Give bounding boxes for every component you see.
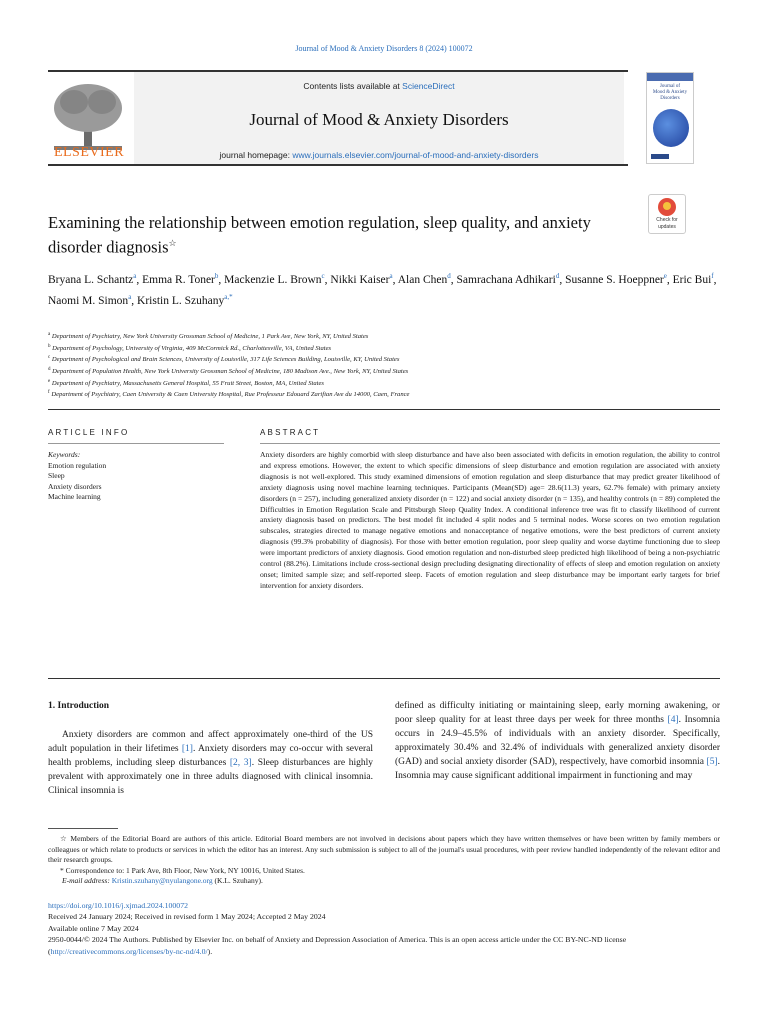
footnote-rule [48, 828, 118, 829]
author-affiliation-mark[interactable]: a [133, 272, 137, 280]
license-text-end: ). [207, 946, 213, 956]
elsevier-wordmark: ELSEVIER [53, 145, 125, 160]
contents-line [134, 81, 624, 91]
cover-title-line-3: Disorders [660, 96, 680, 101]
article-title-text: Examining the relationship between emotion regulation, sleep quality, and anxiety disorder diagnosis [48, 213, 591, 257]
affiliation-mark: b [48, 343, 51, 349]
author-name[interactable] [398, 274, 451, 286]
cover-title-line-2: Mood & Anxiety [652, 90, 688, 95]
intro-text: . Insomnia may cause significant additional impairment in functioning and may [395, 756, 720, 781]
available-online: Available online 7 May 2024 [48, 923, 139, 933]
affiliation-text: Department of Population Health, New York University Grossman School of Medicine, 180 Madison Ave., New York, NY, United States [52, 368, 409, 376]
author-affiliation-mark[interactable]: e [663, 272, 667, 280]
intro-text: . Insomnia occurs in 24.9–45.5% of individuals with an anxiety disorder. Specifically, approximately 30.4% and 32.4% of individuals with generalized anxiety disorder (GAD) and social anxiety disorder (SAD), respectively, have comorbid insomnia [395, 714, 720, 767]
author-affiliation-mark[interactable]: d [447, 272, 451, 280]
affiliation-mark: d [48, 367, 51, 373]
affiliation-mark: e [48, 378, 51, 384]
license-statement [48, 934, 720, 957]
crossmark-label-2: updates [658, 224, 676, 230]
editorial-board-footnote: ☆ Members of the Editorial Board are authors of this article. Editorial Board members are not involved in decisions about papers which they have written themselves or have been written by family members or colleagues or which relate to products or services in which the editor has an interest. Any such submission is subject to all of the journal's usual procedures, with peer review handled independently of the relevant editor and their research groups. [48, 834, 720, 865]
homepage-prefix: journal homepage: [219, 150, 293, 160]
title-footnote-mark[interactable]: ☆ [168, 238, 177, 248]
intro-text: Anxiety disorders are common and affect approximately one-third of the US adult population in their lifetimes [48, 729, 373, 754]
author-affiliation-mark[interactable]: d [555, 272, 560, 280]
intro-paragraph-continued [395, 700, 720, 783]
author-name[interactable] [457, 274, 560, 286]
license-text: 2950-0044/© 2024 The Authors. Published by Elsevier Inc. on behalf of Anxiety and Depression Association of America. This is an open access article under the CC BY-NC-ND license ( [48, 935, 627, 956]
affiliation-item [48, 353, 728, 365]
author-name[interactable] [673, 274, 714, 286]
keyword-item: Sleep [48, 471, 65, 480]
author-email-link[interactable]: Kristin.szuhany@nyulangone.org [111, 876, 213, 886]
check-for-updates-button[interactable] [648, 194, 686, 234]
affiliation-item [48, 365, 728, 377]
journal-title: Journal of Mood & Anxiety Disorders [249, 110, 509, 129]
reference-link[interactable]: [4] [667, 714, 679, 725]
author-name-text: Eric Bui [672, 273, 712, 286]
running-head[interactable]: Journal of Mood & Anxiety Disorders 8 (2024) 100072 [295, 44, 473, 53]
article-info-rule [48, 443, 224, 444]
masthead-center [134, 72, 624, 164]
author-affiliation-mark[interactable]: f [711, 272, 714, 280]
affiliation-text: Department of Psychiatry, New York University Grossman School of Medicine, 1 Park Ave, New York, NY, United States [51, 333, 369, 341]
section-divider [48, 409, 720, 410]
footnotes [48, 834, 720, 887]
intro-text: . Sleep disturbances are highly prevalent with approximately one in three adults diagnosed with clinical insomnia. Clinical insomnia is [48, 757, 374, 796]
received-dates: Received 24 January 2024; Received in revised form 1 May 2024; Accepted 2 May 2024 [48, 912, 326, 922]
keyword-item: Anxiety disorders [48, 481, 102, 491]
sciencedirect-link[interactable]: ScienceDirect [402, 81, 455, 91]
abstract-heading: ABSTRACT [260, 428, 321, 437]
abstract-text: Anxiety disorders are highly comorbid with sleep disturbance and have also been associated with deficits in emotion regulation, the ability to control and express emotions. However, the extent to which specific dimensions of sleep disturbance and emotion regulation are associated with anxiety diagnosis is not well-explored. This study examined dimensions of emotion regulation and sleep disturbance that may predict greater likelihood of anxiety diagnosis using novel machine learning techniques. Participants (Mean(SD) age= 28.6(11.3) years, 62.7% female) with primary anxiety disorders (n = 257), including generalized anxiety disorder (n = 122) and social anxiety disorder (n = 135), and healthy controls (n = 89) completed the Difficulties in Emotion Regulation Scale and Pittsburgh Sleep Quality Index. A conditional inference tree was fit to classify likelihood of current anxiety diagnosis based on predictors. The best model fit included 4 split nodes and 5 terminal nodes. Worse scores on two emotion regulation subscales, strategies directed to manage negative emotions and nonacceptance of negative emotions, were the best predictors of current anxiety diagnosis (99.3% probability of diagnosis). For those with better emotion regulation, poor sleep quality and worse daytime functioning due to sleep were important predictors of anxiety diagnosis. Good emotion regulation and non-disturbed sleep predicted high likelihood of being a non-psychiatric control (88.2%). Limitations include cross-sectional design precluding designating directionality of effects of sleep and emotion regulation on anxiety onset; limited sample size; and self-reported sleep. Facets of emotion regulation and sleep disturbance may be important early targets for brief intervention for anxiety disorders. [260, 450, 720, 590]
author-name[interactable] [142, 274, 218, 286]
affiliation-text: Department of Psychiatry, Caen University & Caen University Hospital, Rue Professeur Edouard Zarifian Ave du 14000, Caen, France [51, 391, 410, 399]
author-name-text: Bryana L. Schantz [48, 273, 134, 286]
author-name[interactable] [224, 274, 325, 286]
affiliation-item [48, 330, 728, 342]
email-suffix: (K.L. Szuhany). [212, 876, 263, 886]
journal-masthead [48, 70, 628, 166]
body-column-left [48, 700, 373, 798]
affiliation-mark: f [48, 390, 50, 396]
homepage-line [134, 150, 624, 160]
author-name-text: Naomi M. Simon [48, 294, 129, 307]
author-name-text: Emma R. Toner [142, 273, 215, 286]
author-name-text: Alan Chen [397, 273, 448, 286]
reference-link[interactable]: [1] [181, 743, 193, 754]
cover-title-line-1: Journal of [659, 84, 681, 89]
intro-text: . Anxiety disorders may co-occur with several health problems, including sleep disturbances [48, 743, 374, 768]
author-name-text: Samrachana Adhikari [456, 273, 556, 286]
author-affiliation-mark[interactable]: a [389, 272, 393, 280]
author-affiliation-mark[interactable]: b [214, 272, 219, 280]
brain-illustration [653, 109, 689, 147]
contents-prefix: Contents lists available at [303, 81, 403, 91]
cover-logo-mark [651, 154, 669, 159]
section-heading-introduction: 1. Introduction [48, 701, 110, 711]
affiliation-list [48, 330, 728, 400]
affiliation-item [48, 342, 728, 354]
journal-homepage-link[interactable]: www.journals.elsevier.com/journal-of-mood-and-anxiety-disorders [292, 150, 539, 160]
publication-info [48, 900, 720, 957]
article-title [48, 212, 638, 258]
correspondence-footnote: * Correspondence to: 1 Park Ave, 8th Floor, New York, NY 10016, United States. [60, 865, 305, 875]
author-name[interactable] [137, 292, 233, 307]
journal-cover-thumbnail[interactable] [646, 72, 694, 164]
keyword-item: Machine learning [48, 492, 101, 501]
cover-title [647, 84, 693, 102]
keywords-label: Keywords: [48, 450, 81, 459]
reference-link[interactable]: [5] [706, 756, 718, 767]
author-name-text: Susanne S. Hoeppner [565, 273, 664, 286]
intro-text: defined as difficulty initiating or maintaining sleep, early morning awakening, or poor sleep quality for at least three days per week for three months [395, 701, 720, 725]
keywords-block [48, 450, 224, 503]
author-name-text: Mackenzie L. Brown [224, 273, 322, 286]
abstract-rule [260, 443, 720, 444]
author-affiliation-mark[interactable]: a,* [224, 292, 233, 301]
intro-paragraph [48, 729, 373, 799]
author-name[interactable] [565, 274, 667, 286]
author-name[interactable] [330, 274, 392, 286]
affiliation-mark: a [48, 332, 51, 337]
cover-top-band [647, 73, 693, 81]
reference-link[interactable]: [2, 3] [229, 757, 252, 768]
doi-link[interactable]: https://doi.org/10.1016/j.xjmad.2024.100072 [48, 901, 188, 910]
affiliation-mark: c [48, 355, 51, 361]
abstract-bottom-rule [48, 678, 720, 679]
body-column-right [395, 700, 720, 783]
keyword-item: Emotion regulation [48, 460, 107, 470]
author-list: Bryana L. Schantz$^a$, Emma R. Toner$^b$, Mackenzie L. Brown$^c$, Nikki Kaiser$^a$, Alan Chen$^d$, Samrachana Adhikari$^d$, Susanne S. Hoeppner$^e$, Eric Bui$^f$, Naomi M. Simon$^a$, Kristin L. Szuhany$^{a,*}$ [48, 272, 717, 307]
email-label: E-mail address: [62, 876, 112, 886]
author-name[interactable] [48, 274, 136, 286]
author-name-text: Kristin L. Szuhany [137, 294, 225, 307]
license-link[interactable]: http://creativecommons.org/licenses/by-nc-nd/4.0/ [50, 946, 208, 956]
author-affiliation-mark[interactable]: c [321, 272, 325, 280]
affiliation-text: Department of Psychology, University of Virginia, 409 McCormick Rd., Charlottesville, VA, United States [52, 344, 332, 352]
crossmark-icon [658, 198, 676, 216]
affiliation-item [48, 377, 728, 389]
author-affiliation-mark[interactable]: a [128, 292, 132, 301]
affiliation-item [48, 388, 728, 400]
author-name-text: Nikki Kaiser [330, 273, 390, 286]
article-info-heading: ARTICLE INFO [48, 428, 130, 437]
crossmark-label-1: Check for [656, 217, 678, 223]
author-name[interactable] [48, 292, 132, 307]
email-line [48, 876, 720, 887]
affiliation-text: Department of Psychological and Brain Sciences, University of Louisville, 317 Life Sciences Building, Louisville, KY, United States [51, 356, 400, 364]
affiliation-text: Department of Psychiatry, Massachusetts General Hospital, 55 Fruit Street, Boston, MA, United States [51, 379, 324, 387]
